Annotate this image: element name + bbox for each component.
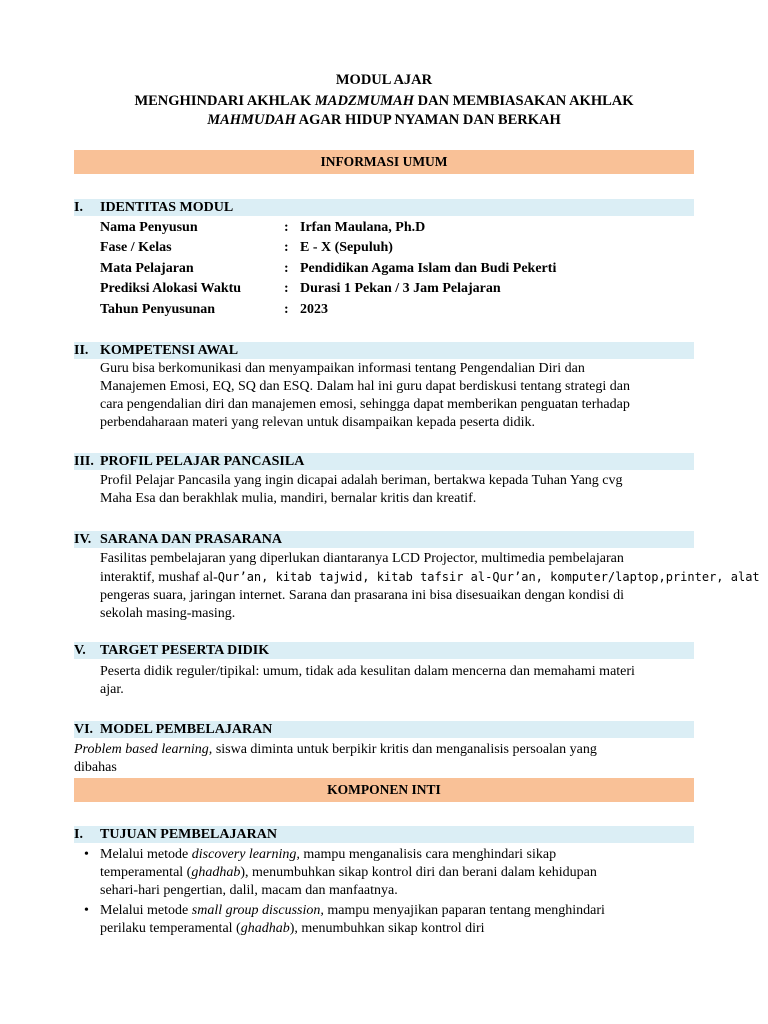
list-line [100, 920, 696, 938]
italic-run: ghadhab [191, 865, 241, 880]
identitas-value: Durasi 1 Pekan / 3 Jam Pelajaran [300, 281, 501, 296]
identitas-value: E - X (Sepuluh) [300, 240, 393, 255]
list-line [100, 864, 696, 882]
identitas-colon: : [284, 220, 289, 235]
section-sarana-prasarana [74, 531, 694, 548]
bullet-icon: • [84, 903, 89, 918]
identitas-key: Mata Pelajaran [100, 261, 194, 276]
doc-title-line2 [74, 91, 694, 111]
paragraph-line: pengeras suara, jaringan internet. Sarana dan prasarana ini bisa disesuaikan dengan kondisi di [100, 588, 625, 603]
text-run-mono: Qur’an, kitab tajwid, kitab tafsir al-Qur’an, komputer/laptop,printer, alat [217, 570, 760, 584]
paragraph-line: cara pengendalian diri dan manajemen emosi, sehingga dapat memberikan penguatan terhadap [100, 397, 630, 412]
italic-run: Problem based learning, [74, 742, 213, 757]
list-item [84, 902, 696, 938]
section-heading: PROFIL PELAJAR PANCASILA [100, 454, 305, 469]
identitas-key: Nama Penyusun [100, 220, 198, 235]
section-number: V. [74, 643, 86, 658]
paragraph-line: dibahas [74, 760, 117, 775]
identitas-value: Pendidikan Agama Islam dan Budi Pekerti [300, 261, 557, 276]
title-part: DAN MEMBIASAKAN AKHLAK [414, 93, 634, 109]
section-heading: SARANA DAN PRASARANA [100, 532, 283, 547]
section-number: VI. [74, 722, 94, 737]
paragraph-line: ajar. [100, 682, 124, 697]
title-italic-part: MAHMUDAH [207, 112, 296, 128]
section-model-pembelajaran [74, 721, 694, 738]
text-run: mampu menganalisis cara menghindari sikap [299, 847, 557, 862]
text-run: perilaku temperamental ( [100, 921, 241, 936]
identitas-colon: : [284, 302, 289, 317]
band-informasi-umum: INFORMASI UMUM [74, 150, 694, 174]
section-heading: IDENTITAS MODUL [100, 200, 234, 215]
sarana-paragraph [100, 550, 760, 623]
section-profil-pelajar [74, 453, 694, 470]
paragraph-line: Maha Esa dan berakhlak mulia, mandiri, bernalar kritis dan kreatif. [100, 491, 477, 506]
title-italic-part: MADZMUMAH [314, 93, 415, 109]
bullet-icon: • [84, 847, 89, 862]
text-run: Melalui metode [100, 847, 192, 862]
section-number: III. [74, 454, 94, 469]
text-run: mampu menyajikan paparan tentang menghindari [323, 903, 605, 918]
list-line [100, 902, 696, 920]
section-number: IV. [74, 532, 92, 547]
italic-run: small group discussion, [191, 903, 324, 918]
section-number: II. [74, 343, 89, 358]
text-run: ), menumbuhkan sikap kontrol diri dan berani dalam kehidupan [240, 865, 597, 880]
identitas-colon: : [284, 240, 289, 255]
identitas-colon: : [284, 261, 289, 276]
section-target-peserta [74, 642, 694, 659]
doc-title-text: MODUL AJAR [335, 72, 433, 88]
title-part: MENGHINDARI AKHLAK [134, 93, 315, 109]
paragraph-line [74, 741, 696, 759]
paragraph-line: Manajemen Emosi, EQ, SQ dan ESQ. Dalam hal ini guru dapat berdiskusi tentang strategi dan [100, 379, 630, 394]
text-run: siswa diminta untuk berpikir kritis dan menganalisis persoalan yang [212, 742, 597, 757]
section-heading: KOMPETENSI AWAL [100, 343, 239, 358]
section-heading: TARGET PESERTA DIDIK [100, 643, 270, 658]
text-run: Melalui metode [100, 903, 192, 918]
identitas-key: Tahun Penyusunan [100, 302, 216, 317]
list-item [84, 846, 696, 900]
text-run: ), menumbuhkan sikap kontrol diri [289, 921, 485, 936]
title-part: AGAR HIDUP NYAMAN DAN BERKAH [295, 112, 561, 128]
identitas-value: 2023 [300, 302, 328, 317]
section-heading: MODEL PEMBELAJARAN [100, 722, 273, 737]
identitas-value: Irfan Maulana, Ph.D [300, 220, 426, 235]
paragraph-line: Profil Pelajar Pancasila yang ingin dicapai adalah beriman, bertakwa kepada Tuhan Yang cvg [100, 473, 623, 488]
section-number: I. [74, 200, 83, 215]
paragraph-line: perbendaharaan materi yang relevan untuk disampaikan kepada peserta didik. [100, 415, 535, 430]
doc-title-line3 [74, 110, 694, 130]
italic-run: ghadhab [240, 921, 290, 936]
identitas-colon: : [284, 281, 289, 296]
doc-title-line1 [74, 70, 694, 90]
list-line [100, 846, 696, 864]
section-number: I. [74, 827, 83, 842]
paragraph-line: Peserta didik reguler/tipikal: umum, tidak ada kesulitan dalam mencerna dan memahami materi [100, 664, 635, 679]
section-identitas-modul [74, 199, 694, 216]
section-tujuan-pembelajaran [74, 826, 694, 843]
identitas-key: Fase / Kelas [100, 240, 172, 255]
target-paragraph [100, 663, 696, 699]
section-heading: TUJUAN PEMBELAJARAN [100, 827, 277, 842]
paragraph-line: Fasilitas pembelajaran yang diperlukan diantaranya LCD Projector, multimedia pembelajaran [100, 551, 624, 566]
model-paragraph [74, 741, 696, 777]
list-line: sehari-hari pengertian, dalil, macam dan manfaatnya. [100, 883, 398, 898]
text-run: interaktif, mushaf al- [100, 570, 218, 585]
paragraph-line: sekolah masing-masing. [100, 606, 236, 621]
paragraph-line [100, 568, 760, 587]
section-kompetensi-awal [74, 342, 694, 359]
text-run: temperamental ( [100, 865, 192, 880]
band-komponen-inti: KOMPONEN INTI [74, 778, 694, 802]
profil-paragraph [100, 472, 696, 508]
paragraph-line: Guru bisa berkomunikasi dan menyampaikan informasi tentang Pengendalian Diri dan [100, 361, 585, 376]
kompetensi-paragraph [100, 360, 696, 432]
italic-run: discovery learning, [191, 847, 300, 862]
identitas-key: Prediksi Alokasi Waktu [100, 281, 242, 296]
